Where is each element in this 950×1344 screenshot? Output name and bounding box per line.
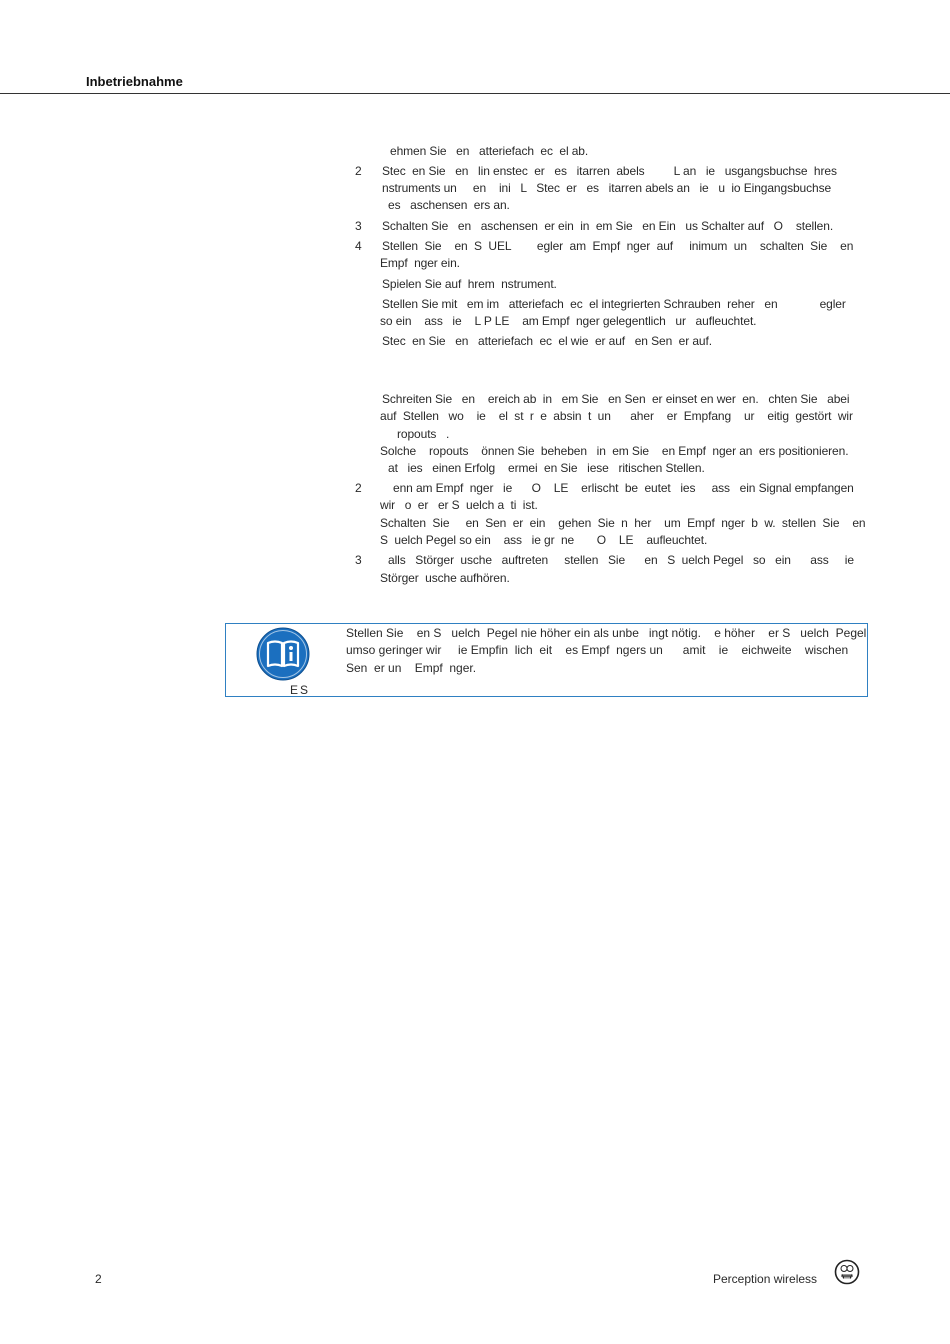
range-step-2-line-1: enn am Empf nger ie O LE erlischt be eutet ies ass ein Signal empfangen (393, 481, 854, 495)
step-2-text-line-3: es aschensen ers an. (388, 198, 510, 212)
range-step-3-number: 3 (355, 553, 362, 567)
step-2-number: 2 (355, 164, 362, 178)
range-step-2-number: 2 (355, 481, 362, 495)
range-step-1-line-2: auf Stellen wo ie el st r e absin t un aher er Empfang ur eitig gestört wir (380, 409, 853, 423)
step-4-text-line-1: Stellen Sie en S UEL egler am Empf nger auf inimum un schalten Sie en (382, 239, 854, 253)
range-step-1-line-4: Solche ropouts önnen Sie beheben in em Sie en Empf nger an ers positionieren. (380, 444, 849, 458)
header-divider (0, 93, 950, 94)
step-7-text: Stec en Sie en atteriefach ec el wie er auf en Sen er auf. (382, 334, 712, 348)
page-number: 2 (95, 1272, 102, 1286)
step-4-text-line-2: Empf nger ein. (380, 256, 460, 270)
range-step-3-line-1: alls Störger usche auftreten stellen Sie en S uelch Pegel so ein ass ie (388, 553, 854, 567)
note-text-line-2: umso geringer wir ie Empfin lich eit es Empf ngers un amit ie eichweite wischen (346, 643, 849, 657)
info-icon-caption: ES (290, 683, 311, 697)
note-text-line-1: Stellen Sie en S uelch Pegel nie höher ein als unbe ingt nötig. e höher er S uelch Pegel (346, 626, 867, 640)
range-step-1-line-3: ropouts . (397, 427, 450, 441)
range-step-1-line-1: Schreiten Sie en ereich ab in em Sie en Sen er einset en wer en. chten Sie abei (382, 392, 850, 406)
note-text-line-3: Sen er un Empf nger. (346, 661, 477, 675)
page-section-title: Inbetriebnahme (86, 74, 183, 89)
step-2-text-line-2: nstruments un en ini L Stec er es itarren abels an ie u io Eingangsbuchse (382, 181, 832, 195)
step-6-text-line-1: Stellen Sie mit em im atteriefach ec el integrierten Schrauben reher en egler (382, 297, 846, 311)
step-3-text: Schalten Sie en aschensen er ein in em Sie en Ein us Schalter auf O stellen. (382, 219, 834, 233)
step-5-text: Spielen Sie auf hrem nstrument. (382, 277, 557, 291)
info-book-icon (256, 627, 310, 681)
step-4-number: 4 (355, 239, 362, 253)
range-step-1-line-5: at ies einen Erfolg ermei en Sie iese ritischen Stellen. (388, 461, 705, 475)
footer-brand: Perception wireless (713, 1272, 818, 1286)
akg-logo-icon (834, 1259, 860, 1285)
range-step-2-line-4: S uelch Pegel so ein ass ie gr ne O LE aufleuchtet. (380, 533, 708, 547)
step-3-number: 3 (355, 219, 362, 233)
step-6-text-line-2: so ein ass ie L P LE am Empf nger gelegentlich ur aufleuchtet. (380, 314, 757, 328)
range-step-2-line-2: wir o er er S uelch a ti ist. (380, 498, 538, 512)
range-step-2-line-3: Schalten Sie en Sen er ein gehen Sie n her um Empf nger b w. stellen Sie en (380, 516, 866, 530)
step-2-text-line-1: Stec en Sie en lin enstec er es itarren abels L an ie usgangsbuchse hres (382, 164, 837, 178)
step-1-text: ehmen Sie en atteriefach ec el ab. (390, 144, 589, 158)
range-step-3-line-2: Störger usche aufhören. (380, 571, 510, 585)
